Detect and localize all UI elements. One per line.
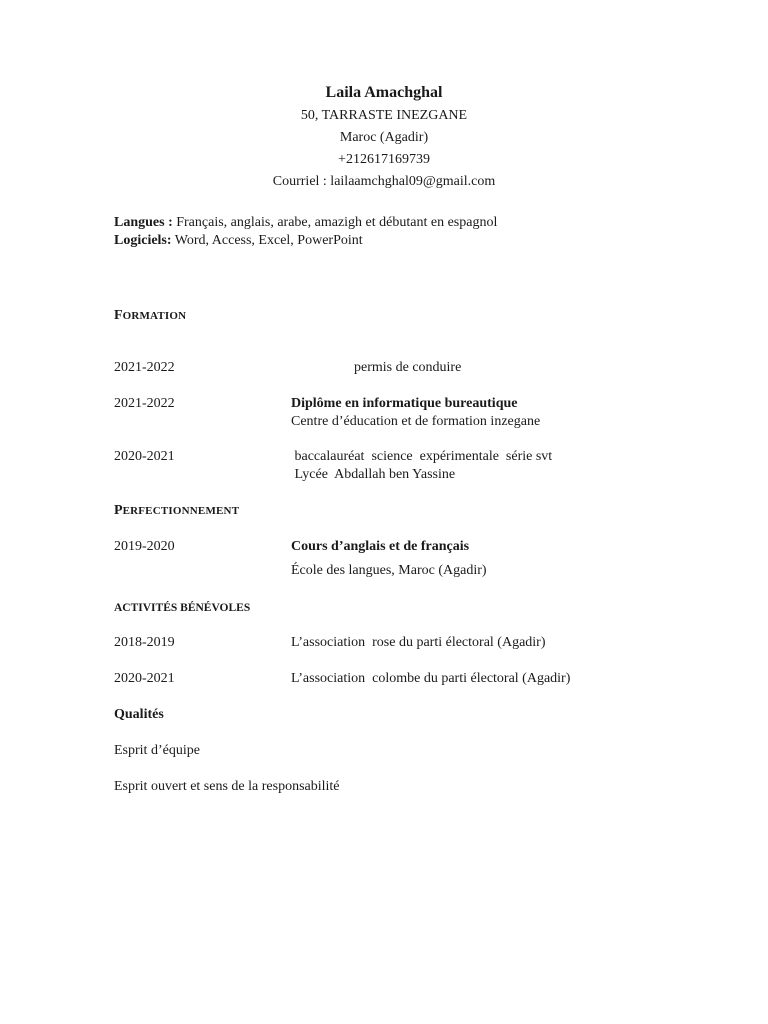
activite-text: L’association rose du parti électoral (Agadir) <box>291 635 546 650</box>
formation-years: 2021-2022 <box>114 396 175 411</box>
section-heading-formation: FORMATION <box>114 308 187 323</box>
activite-years: 2020-2021 <box>114 671 175 686</box>
logiciels-label: Logiciels: <box>114 233 172 248</box>
section-heading-qualites: Qualités <box>114 707 164 722</box>
activite-years: 2018-2019 <box>114 635 175 650</box>
perfectionnement-institution: École des langues, Maroc (Agadir) <box>291 563 487 578</box>
section-heading-activites: ACTIVITÉS BÉNÉVOLES <box>114 602 251 614</box>
perfectionnement-title: Cours d’anglais et de français <box>291 539 470 554</box>
formation-years: 2020-2021 <box>114 449 175 464</box>
formation-title: Diplôme en informatique bureautique <box>291 396 518 411</box>
address-line-2: Maroc (Agadir) <box>339 130 429 145</box>
formation-title: permis de conduire <box>354 360 462 375</box>
langues-label: Langues : <box>114 215 173 230</box>
formation-institution: Centre d’éducation et de formation inzegane <box>291 414 541 429</box>
phone-number: +212617169739 <box>338 152 430 167</box>
langues-value: Français, anglais, arabe, amazigh et débutant en espagnol <box>172 215 498 230</box>
activite-text: L’association colombe du parti électoral (Agadir) <box>291 671 571 686</box>
email-address: Courriel : lailaamchghal09@gmail.com <box>272 174 496 189</box>
langues-line <box>114 214 497 232</box>
formation-years: 2021-2022 <box>114 360 175 375</box>
candidate-name: Laila Amachghal <box>325 84 443 101</box>
formation-title: baccalauréat science expérimentale série svt <box>291 449 553 464</box>
formation-institution: Lycée Abdallah ben Yassine <box>291 467 456 482</box>
logiciels-line <box>114 232 363 250</box>
section-heading-perfectionnement: PERFECTIONNEMENT <box>114 503 240 518</box>
perfectionnement-years: 2019-2020 <box>114 539 175 554</box>
qualite-item: Esprit d’équipe <box>114 743 200 758</box>
qualite-item: Esprit ouvert et sens de la responsabilité <box>114 779 340 794</box>
address-line-1: 50, TARRASTE INEZGANE <box>300 108 468 123</box>
logiciels-value: Word, Access, Excel, PowerPoint <box>171 233 363 248</box>
